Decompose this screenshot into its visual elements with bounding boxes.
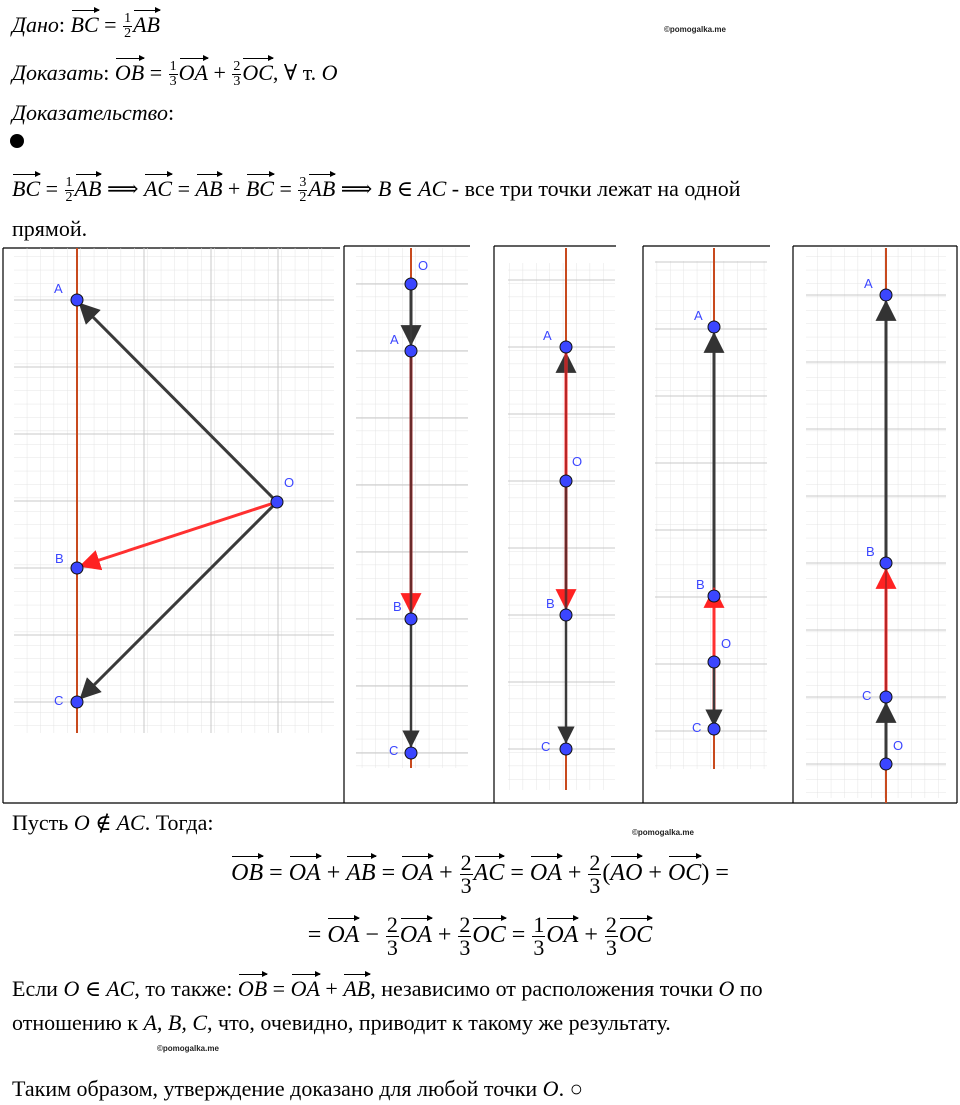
fraction-denominator: 3 (533, 935, 545, 960)
fraction (588, 852, 601, 897)
watermark: ©pomogalka.me (664, 25, 726, 34)
fraction-denominator: 2 (299, 190, 307, 206)
plus-sign: + (561, 860, 588, 887)
given-colon: : (58, 12, 66, 37)
point-o: O (718, 976, 735, 1001)
vector-bc: BC (12, 172, 40, 202)
figure-4 (655, 248, 767, 769)
figure-5 (806, 248, 946, 803)
label-a: A (54, 281, 63, 296)
point-b (405, 613, 417, 625)
equation-line-2 (0, 914, 960, 959)
vector-oa: OA (400, 916, 432, 950)
eq-sign: = (172, 176, 196, 201)
given-line (12, 8, 160, 41)
case2-line-2 (12, 1010, 671, 1036)
equation-line-1 (0, 852, 960, 897)
point-a (405, 345, 417, 357)
conclusion-line (12, 1076, 583, 1102)
bullet-icon (10, 134, 24, 148)
label-o: O (721, 636, 732, 651)
label-b: B (866, 544, 875, 559)
fraction (460, 852, 473, 897)
case1-pre: Пусть (12, 810, 74, 835)
fraction (298, 176, 307, 205)
eq-sign: = (307, 922, 328, 949)
fraction (232, 60, 241, 89)
figure-2 (356, 248, 468, 768)
fraction-denominator: 3 (386, 935, 398, 960)
fraction-numerator: 2 (605, 912, 617, 937)
prove-label: Доказать (12, 60, 104, 85)
eq-sign: = (505, 922, 532, 949)
vector-ac: AC (144, 172, 172, 202)
eq-sign: = (375, 860, 402, 887)
fraction-numerator: 1 (65, 175, 73, 191)
case2-math: O ∈ AC (63, 976, 135, 1001)
plus-sign: + (578, 922, 604, 949)
label-a: A (543, 328, 552, 343)
point-c (560, 743, 572, 755)
step1-line-2: прямой. (12, 216, 88, 241)
label-o: O (284, 475, 295, 490)
fraction (169, 60, 178, 89)
proof-label: Доказательство (12, 100, 168, 125)
point-a (560, 341, 572, 353)
fraction-numerator: 3 (299, 175, 307, 191)
point-a (880, 289, 892, 301)
point-a (708, 321, 720, 333)
vector-ob: OB (115, 56, 144, 86)
watermark: ©pomogalka.me (157, 1044, 219, 1053)
vector-oa: OA (289, 854, 321, 888)
right-paren: ) (701, 860, 710, 887)
fraction (605, 914, 618, 959)
point-c (708, 723, 720, 735)
proof-colon: : (167, 100, 175, 125)
vector-ac: AC (474, 854, 505, 888)
point-a (71, 294, 83, 306)
fraction-denominator: 2 (65, 190, 73, 206)
case2-line (12, 972, 763, 1002)
fraction-denominator: 3 (589, 873, 601, 898)
vector-oa: OA (401, 854, 433, 888)
plus-sign: + (431, 922, 458, 949)
fraction-numerator: 1 (533, 912, 545, 937)
case2-mid: , то также: (134, 976, 238, 1001)
minus-sign: − (359, 922, 385, 949)
label-o: O (418, 258, 429, 273)
fraction-numerator: 2 (386, 912, 398, 937)
fraction-numerator: 2 (459, 912, 471, 937)
case2-post2: по (734, 976, 763, 1001)
vector-ab: AB (196, 172, 223, 202)
watermark: ©pomogalka.me (632, 828, 694, 837)
figures-panel (0, 243, 960, 805)
label-b: B (546, 596, 555, 611)
fraction (458, 914, 471, 959)
eq-sign: = (709, 860, 729, 887)
vector-ab: AB (75, 172, 102, 202)
eq-sign: = (267, 976, 291, 1001)
point-o (560, 475, 572, 487)
left-paren: ( (602, 860, 611, 887)
label-a: A (694, 308, 703, 323)
vector-ab: AB (308, 172, 335, 202)
vector-oa: OA (291, 972, 320, 1002)
implies-sign: ⟹ (335, 176, 378, 201)
vector-ab: AB (346, 854, 375, 888)
vector-ab: AB (133, 8, 160, 38)
label-c: C (54, 693, 64, 708)
vector-ob: OB (238, 972, 267, 1002)
fraction (386, 914, 399, 959)
eq-sign: = (98, 12, 123, 37)
points-abc: A, B, C (143, 1010, 208, 1035)
fraction (65, 176, 74, 205)
label-c: C (541, 739, 551, 754)
vector-bc: BC (71, 8, 99, 38)
label-c: C (692, 720, 702, 735)
fraction-denominator: 2 (124, 26, 132, 42)
vector-oa: OA (530, 854, 562, 888)
case2-line2b: , что, очевидно, приводит к такому же результату. (207, 1010, 671, 1035)
label-c: C (389, 743, 399, 758)
figure-1 (14, 248, 334, 733)
prove-line (12, 56, 338, 89)
implies-sign: ⟹ (101, 176, 144, 201)
point-o: O (321, 60, 338, 85)
vector-oa: OA (327, 916, 359, 950)
conclusion-text: Таким образом, утверждение доказано для любой точки (12, 1076, 543, 1101)
vector-oc: OC (242, 56, 273, 86)
fraction-numerator: 2 (233, 59, 241, 75)
fraction (123, 12, 132, 41)
label-a: A (390, 332, 399, 347)
vector-oa: OA (179, 56, 208, 86)
case2-post: , независимо от расположения точки (370, 976, 719, 1001)
fraction (532, 914, 545, 959)
fraction-denominator: 3 (233, 74, 241, 90)
vector-oc: OC (619, 916, 652, 950)
label-o: O (893, 738, 904, 753)
collinear-text: - все три точки лежат на одной (446, 176, 741, 201)
vector-oc: OC (668, 854, 701, 888)
eq-sign: = (504, 860, 530, 887)
label-b: B (696, 577, 705, 592)
point-o (405, 278, 417, 290)
vector-oa: OA (546, 916, 578, 950)
vector-ab: AB (343, 972, 370, 1002)
plus-sign: + (222, 176, 246, 201)
point-b (71, 562, 83, 574)
case2-pre: Если (12, 976, 64, 1001)
label-b: B (55, 551, 64, 566)
point-o (880, 758, 892, 770)
plus-sign: + (320, 860, 347, 887)
conclusion-end: . ○ (558, 1076, 583, 1101)
vector-oc: OC (472, 916, 505, 950)
case1-line (12, 810, 214, 836)
label-b: B (393, 599, 402, 614)
vector-ao: AO (610, 854, 642, 888)
plus-sign: + (642, 860, 668, 887)
point-c (880, 691, 892, 703)
plus-sign: + (207, 60, 232, 85)
label-o: O (572, 454, 583, 469)
step1-line (12, 172, 741, 205)
proof-heading (12, 100, 174, 126)
plus-sign: + (433, 860, 459, 887)
fraction-numerator: 2 (460, 850, 472, 875)
for-all-text: , ∀ т. (272, 60, 322, 85)
point-c (71, 696, 83, 708)
fraction-denominator: 3 (459, 935, 471, 960)
fraction-numerator: 2 (589, 850, 601, 875)
label-c: C (862, 688, 872, 703)
membership: B ∈ AC (377, 176, 447, 201)
point-b (880, 557, 892, 569)
point-o (708, 656, 720, 668)
case1-math: O ∉ AC (73, 810, 145, 835)
given-label: Дано (12, 12, 59, 37)
fraction-denominator: 3 (605, 935, 617, 960)
fraction-denominator: 3 (460, 873, 472, 898)
point-b (560, 609, 572, 621)
fraction-denominator: 3 (169, 74, 177, 90)
point-b (708, 590, 720, 602)
eq-sign: = (263, 860, 289, 887)
case1-post: . Тогда: (144, 810, 214, 835)
eq-sign: = (273, 176, 298, 201)
point-o (271, 496, 283, 508)
figure-3 (508, 248, 615, 790)
plus-sign: + (319, 976, 344, 1001)
eq-sign: = (144, 60, 168, 85)
vector-ob: OB (231, 854, 263, 888)
point-o: O (542, 1076, 559, 1101)
eq-sign: = (40, 176, 64, 201)
fraction-numerator: 1 (169, 59, 177, 75)
prove-colon: : (103, 60, 110, 85)
fraction-numerator: 1 (124, 11, 132, 27)
point-c (405, 747, 417, 759)
case2-line2a: отношению к (12, 1010, 144, 1035)
vector-bc: BC (246, 172, 274, 202)
label-a: A (864, 276, 873, 291)
